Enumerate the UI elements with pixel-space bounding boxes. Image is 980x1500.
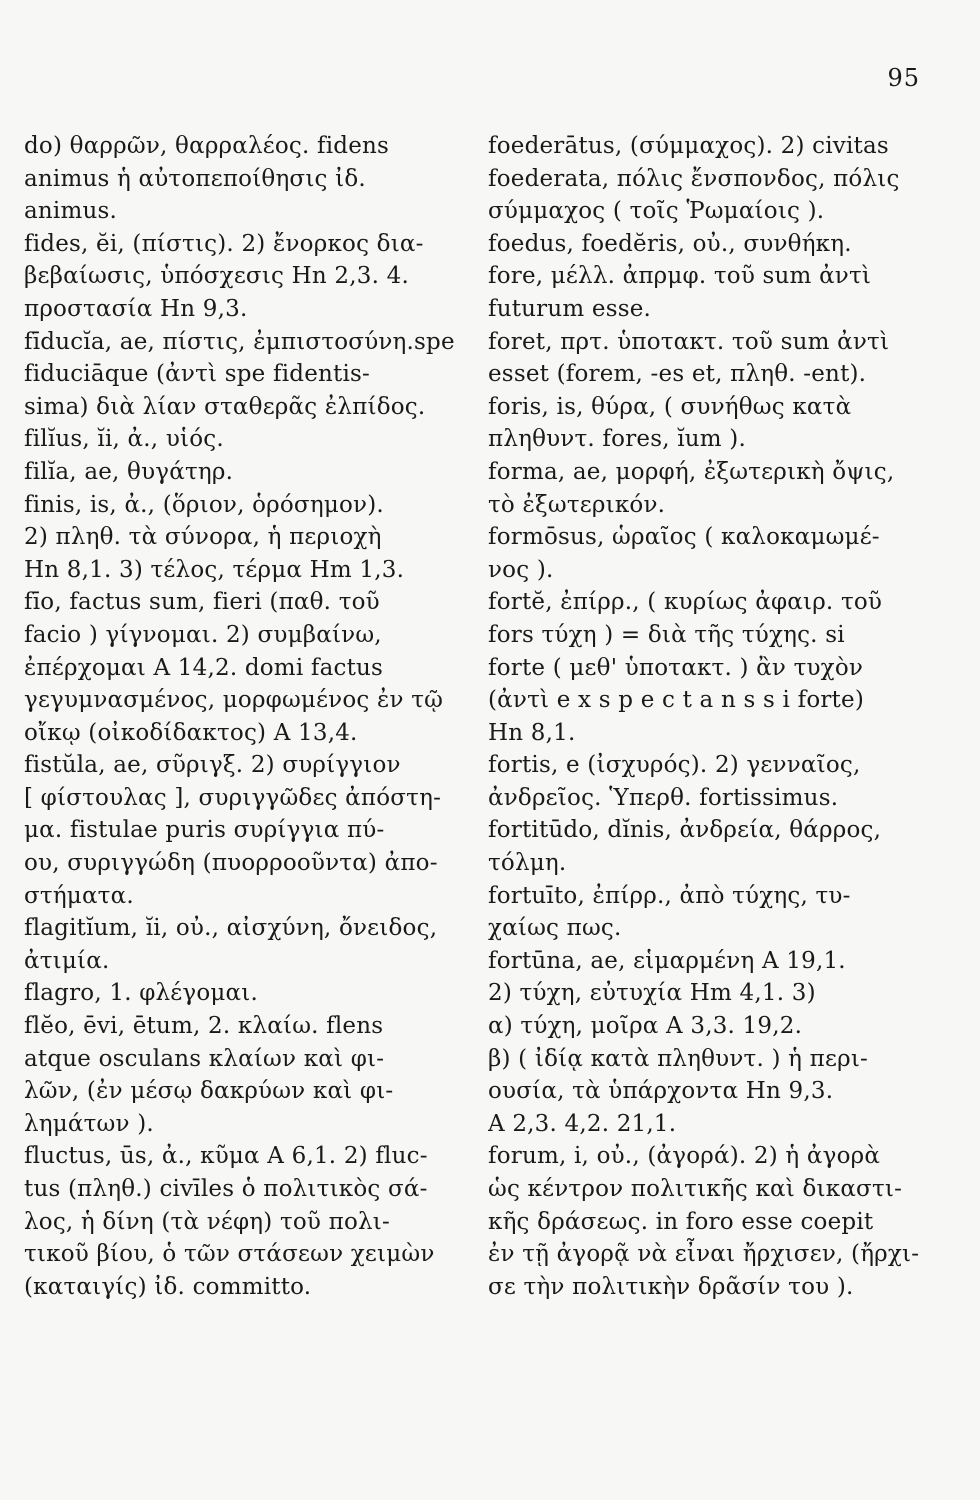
left-column-line: fides, ĕi, (πίστις). 2) ἔνορκος δια- (24, 230, 424, 257)
right-column-line: fore, μέλλ. ἀπρμφ. τοῦ sum ἀντὶ (488, 263, 872, 290)
left-column-line: στήματα. (24, 882, 134, 909)
left-column-line: λῶν, (ἐν μέσῳ δακρύων καὶ φι- (24, 1078, 394, 1105)
right-column-line: fortĕ, ἐπίρρ., ( κυρίως ἀφαιρ. τοῦ (488, 589, 883, 616)
right-column-line: forum, i, οὐ., (ἀγορά). 2) ἡ ἀγορὰ (488, 1143, 881, 1170)
left-column-line: (καταιγίς) ἰδ. committo. (24, 1273, 312, 1300)
right-column-line: σε τὴν πολιτικὴν δρᾶσίν του ). (488, 1273, 854, 1300)
left-column-line: ἀτιμία. (24, 947, 110, 974)
left-column-line: βεβαίωσις, ὑπόσχεσις Hn 2,3. 4. (24, 263, 409, 290)
left-column-line: flagitĭum, ĭi, οὐ., αἰσχύνη, ὄνειδος, (24, 915, 438, 942)
left-column-line: fistŭla, ae, σῦριγξ. 2) συρίγγιον (24, 752, 401, 779)
right-column-line: A 2,3. 4,2. 21,1. (488, 1110, 677, 1137)
left-column-line: facio ) γίγνομαι. 2) συμβαίνω, (24, 621, 382, 648)
right-column-line: forma, ae, μορφή, ἐξωτερικὴ ὄψις, (488, 458, 895, 485)
left-column-line: animus ἡ αὐτοπεποίθησις ἰδ. (24, 165, 366, 192)
right-column-line: νος ). (488, 556, 554, 583)
right-column-line: χαίως πως. (488, 915, 622, 942)
left-column-line: οἴκῳ (οἰκοδίδακτος) A 13,4. (24, 719, 358, 746)
left-column-line: filĭa, ae, θυγάτηρ. (24, 458, 234, 485)
left-column-line: animus. (24, 198, 118, 225)
right-column-line: πληθυντ. fores, ĭum ). (488, 426, 746, 453)
right-column-line: fortuīto, ἐπίρρ., ἀπὸ τύχης, τυ- (488, 882, 851, 909)
left-column-line: λημάτων ). (24, 1110, 154, 1137)
right-column-line: fortis, e (ἰσχυρός). 2) γενναῖος, (488, 752, 861, 779)
right-column-line: τὸ ἐξωτερικόν. (488, 491, 666, 518)
left-column-line: τικοῦ βίου, ὁ τῶν στάσεων χειμὼν (24, 1241, 435, 1268)
right-column-line: 2) τύχη, εὐτυχία Hm 4,1. 3) (488, 980, 816, 1007)
left-column-line: fīducĭa, ae, πίστις, ἐμπιστοσύνη.spe (24, 328, 455, 355)
right-column-line: fortūna, ae, εἱμαρμένη A 19,1. (488, 947, 846, 974)
left-column (24, 130, 464, 1303)
right-column-line: β) ( ἰδίᾳ κατὰ πληθυντ. ) ἡ περι- (488, 1045, 869, 1072)
left-column-line: do) θαρρῶν, θαρραλέος. fidens (24, 133, 390, 159)
left-column-line: ἐπέρχομαι A 14,2. domi factus (24, 654, 384, 681)
right-column-line: σύμμαχος ( τοῖς Ῥωμαίοις ). (488, 198, 825, 225)
page-number: 95 (887, 64, 920, 92)
right-column-line: ὡς κέντρον πολιτικῆς καὶ δικαστι- (488, 1176, 903, 1202)
right-column-line: foedus, foedĕris, οὐ., συνθήκη. (488, 230, 852, 257)
right-column-line: α) τύχη, μοῖρα A 3,3. 19,2. (488, 1013, 803, 1040)
left-column-line: [ φίστουλας ], συριγγῶδες ἀπόστη- (24, 784, 442, 811)
left-column-line: fluctus, ūs, ἀ., κῦμα A 6,1. 2) fluc- (24, 1143, 428, 1170)
left-column-line: filĭus, ĭi, ἀ., υἱός. (24, 426, 224, 453)
right-column-line: κῆς δράσεως. in foro esse coepit (488, 1208, 874, 1235)
right-column-line: τόλμη. (488, 850, 567, 877)
left-column-line: finis, is, ἀ., (ὅριον, ὁρόσημον). (24, 491, 384, 518)
left-column-line: fiduciāque (ἀντὶ spe fidentis- (24, 361, 370, 388)
left-column-line: tus (πληθ.) civīles ὁ πολιτικὸς σά- (24, 1176, 428, 1202)
right-column-line: foret, πρτ. ὑποτακτ. τοῦ sum ἀντὶ (488, 328, 890, 355)
left-column-line: 2) πληθ. τὰ σύνορα, ἡ περιοχὴ (24, 524, 382, 551)
right-column-line: foederata, πόλις ἔνσπονδος, πόλις (488, 165, 900, 192)
left-column-line: flagro, 1. φλέγομαι. (24, 980, 259, 1007)
right-column (488, 130, 946, 1303)
right-column-line: futurum esse. (488, 295, 652, 322)
right-column-line: foris, is, θύρα, ( συνήθως κατὰ (488, 393, 852, 420)
right-column-line: fortitūdo, dĭnis, ἀνδρεία, θάρρος, (488, 817, 882, 844)
right-column-line: forte ( μεθ' ὑποτακτ. ) ἂν τυχὸν (488, 654, 864, 681)
left-column-line: flĕo, ēvi, ētum, 2. κλαίω. flens (24, 1013, 384, 1040)
right-column-line: esset (forem, -es et, πληθ. -ent). (488, 361, 867, 388)
right-column-line: ουσία, τὰ ὑπάρχοντα Hn 9,3. (488, 1078, 834, 1105)
right-column-line: formōsus, ὡραῖος ( καλοκαμωμέ- (488, 524, 880, 551)
left-column-line: sima) διὰ λίαν σταθερᾶς ἐλπίδος. (24, 393, 426, 420)
left-column-line: ου, συριγγώδη (πυορροοῦντα) ἀπο- (24, 850, 438, 877)
right-column-line: fors τύχη ) = διὰ τῆς τύχης. si (488, 621, 845, 648)
left-column-line: fīo, factus sum, fieri (παθ. τοῦ (24, 589, 380, 616)
left-column-line: Hn 8,1. 3) τέλος, τέρμα Hm 1,3. (24, 556, 405, 583)
left-column-line: μα. fistulae puris συρίγγια πύ- (24, 817, 385, 844)
right-column-line: (ἀντὶ e x s p e c t a n s s i forte) (488, 687, 864, 714)
left-column-line: προστασία Hn 9,3. (24, 295, 248, 322)
right-column-line: foederātus, (σύμμαχος). 2) civitas (488, 133, 889, 159)
right-column-line: Hn 8,1. (488, 719, 576, 746)
left-column-line: λος, ἡ δίνη (τὰ νέφη) τοῦ πολι- (24, 1208, 390, 1235)
right-column-line: ἐν τῇ ἀγορᾷ νὰ εἶναι ἤρχισεν, (ἤρχι- (488, 1241, 920, 1268)
left-column-line: γεγυμνασμένος, μορφωμένος ἐν τῷ (24, 687, 444, 714)
left-column-line: atque osculans κλαίων καὶ φι- (24, 1045, 385, 1072)
right-column-line: ἀνδρεῖος. Ὑπερθ. fortissimus. (488, 784, 839, 811)
